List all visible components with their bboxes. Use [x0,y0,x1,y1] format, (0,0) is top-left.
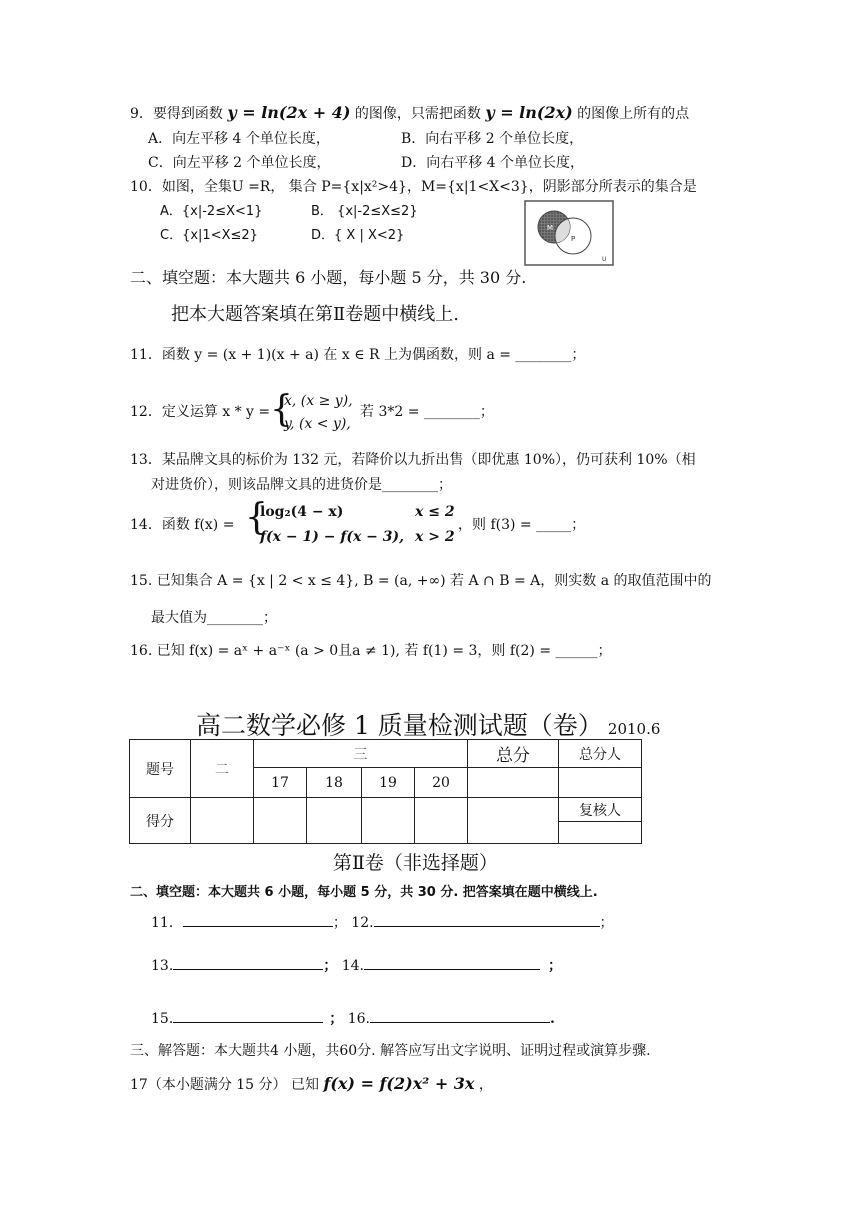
section2-instruction: 把本大题答案填在第Ⅱ卷题中横线上. [171,304,459,325]
score-table-reviewer-blank[interactable] [559,822,642,844]
q14-case2: f(x − 1) − f(x − 3), [260,529,405,545]
section3-heading: 三、解答题：本大题共4 小题，共60分. 解答应写出文字说明、证明过程或演算步骤. [130,1043,651,1059]
answer-13-line[interactable] [173,955,323,970]
answer-end-2: ； [547,958,562,974]
q9-option-b: B．向右平移 2 个单位长度， [401,131,584,147]
answer-sep-3: ； [329,1011,344,1027]
q11-text: 11．函数 y = (x + 1)(x + a) 在 x ∈ R 上为偶函数，则 a = ________； [130,347,586,363]
answer-row-2 [151,955,562,975]
answer-end-3: . [549,1011,555,1027]
answer-16-line[interactable] [370,1008,550,1023]
venn-label-p: P [571,235,576,243]
score-cell-19[interactable] [362,798,415,844]
score-table-scorer-blank[interactable] [559,768,642,798]
q10-option-c: C．{x|1<X≤2} [160,228,258,243]
venn-label-u: U [602,256,607,263]
answer-12-line[interactable] [374,912,600,927]
part2-title [196,706,660,742]
q9-stem [130,104,689,123]
q12-brace: { [270,389,293,430]
q9-option-c: C．向左平移 2 个单位长度， [148,155,331,171]
answer-15-line[interactable] [173,1008,323,1023]
score-table-header-tihao: 题号 [130,740,191,798]
q9-func2: y = ln(2x) [485,103,573,122]
venn-diagram [524,200,614,266]
q14-prefix: 14．函数 f(x) = [130,517,235,533]
q12-prefix: 12．定义运算 x * y = [130,404,271,420]
score-cell-17[interactable] [254,798,307,844]
score-table-header-total: 总分 [468,740,559,768]
score-table-row-defen: 得分 [130,798,191,844]
q16-text: 16. 已知 f(x) = aˣ + a⁻ˣ (a > 0且a ≠ 1), 若 f(1) = 3，则 f(2) = ______； [130,643,612,659]
section2b-heading: 二、填空题：本大题共 6 小题，每小题 5 分，共 30 分. 把答案填在题中横线上. [130,885,598,900]
answer-row-1 [151,912,614,932]
answer-15-label: 15. [151,1011,174,1027]
score-table-col-19: 19 [362,768,415,798]
section2-heading: 二、填空题：本大题共 6 小题，每小题 5 分，共 30 分. [130,268,527,287]
score-table-header-two: 二 [191,740,254,798]
q17-formula: f(x) = f(2)x² + 3x [323,1074,475,1093]
answer-12-label: 12. [351,915,374,931]
q9-option-a: A．向左平移 4 个单位长度， [148,131,330,147]
score-table-col-17: 17 [254,768,307,798]
score-cell-18[interactable] [307,798,362,844]
answer-row-3 [151,1008,555,1028]
q15-line2: 最大值为________； [151,610,277,626]
score-table-col-20: 20 [415,768,468,798]
q14-suffix: ，则 f(3) = _____； [458,517,586,533]
q12-suffix: 若 3*2 = ________； [360,404,494,420]
q9-stem-b: 的图像，只需把函数 [354,106,481,122]
answer-14-label: 14. [341,958,364,974]
part2-title-date: 2010.6 [607,720,661,738]
score-table-reviewer: 复核人 [559,798,642,822]
score-cell-20[interactable] [415,798,468,844]
answer-13-label: 13. [151,958,174,974]
q10-option-d: D．{ X | X<2} [311,228,405,243]
answer-16-label: 16. [347,1011,370,1027]
q10-option-a: A．{x|-2≤X<1} [160,204,263,219]
answer-11-line[interactable] [183,912,333,927]
venn-label-m: M [547,224,554,232]
q17 [130,1075,493,1094]
q15-line1: 15. 已知集合 A = {x | 2 < x ≤ 4}, B = (a, +∞) 若 A ∩ B = A，则实数 a 的取值范围中的 [130,573,712,589]
q9-stem-c: 的图像上所有的点 [577,106,690,122]
q14-brace: { [245,497,268,538]
q13-line2: 对进货价），则该品牌文具的进货价是________； [151,477,452,493]
q14-case1: log₂(4 − x) [260,504,344,520]
score-cell-two[interactable] [191,798,254,844]
q17-prefix: 17（本小题满分 15 分） 已知 [130,1077,319,1093]
score-table [129,739,642,844]
q13-line1: 13．某品牌文具的标价为 132 元，若降价以九折出售（即优惠 10%），仍可获利 10%（相 [130,452,696,468]
score-table-header-three: 三 [254,740,468,768]
q12-case1: x, (x ≥ y), [284,393,353,409]
answer-14-line[interactable] [364,955,540,970]
answer-end-1: ； [599,915,614,931]
q10-option-b: B． {x|-2≤X≤2} [311,204,418,219]
q10-stem: 10．如图，全集U =R， 集合 P={x|x²>4}，M={x|1<X<3}，阴影部分所表示的集合是 [130,179,697,195]
q9-option-d: D．向右平移 4 个单位长度， [401,155,585,171]
score-table-total-blank[interactable] [468,768,559,798]
q9-func1: y = ln(2x + 4) [227,103,351,122]
q9-stem-a: 9．要得到函数 [130,106,223,122]
answer-sep-2: ； [323,958,338,974]
score-table-col-18: 18 [307,768,362,798]
q14-cond2: x > 2 [415,529,455,545]
score-table-header-scorer: 总分人 [559,740,642,768]
answer-11-label: 11． [151,915,183,931]
q12-case2: y, (x < y), [284,416,351,432]
answer-sep-1: ； [332,915,347,931]
q17-suffix: ， [478,1077,493,1093]
score-cell-total[interactable] [468,798,559,844]
part2-title-main: 高二数学必修 1 质量检测试题（卷） [196,711,603,740]
vol2-title: 第Ⅱ卷（非选择题） [333,852,498,874]
q14-cond1: x ≤ 2 [415,504,455,520]
